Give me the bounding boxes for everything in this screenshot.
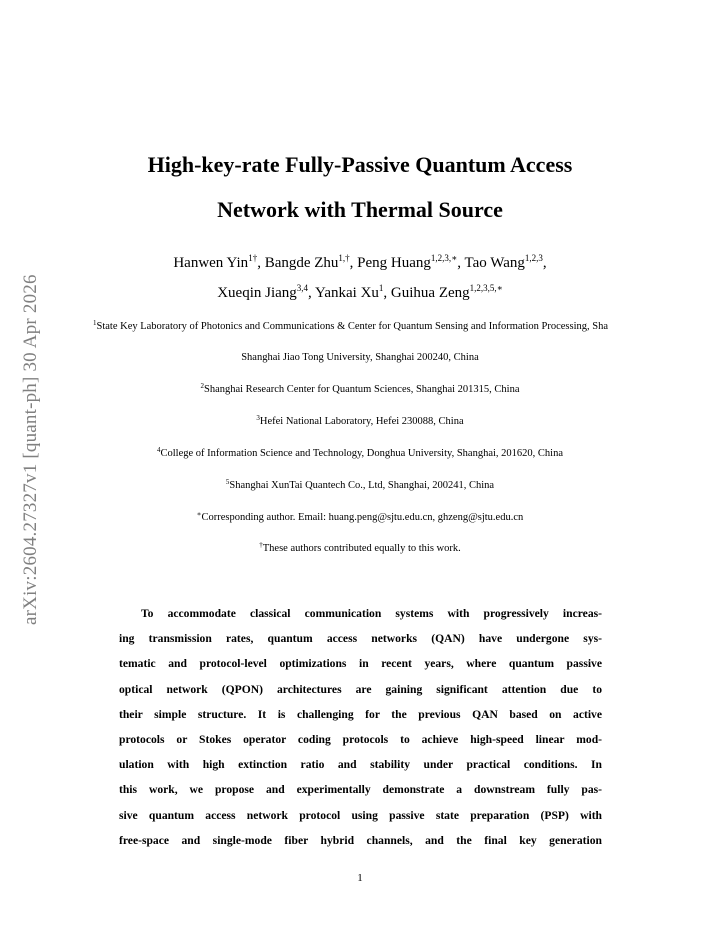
affiliation-3	[0, 416, 720, 428]
affiliation-5	[0, 480, 720, 492]
affiliation-marker: 5	[225, 478, 230, 486]
author-name: Yankai Xu	[315, 285, 379, 301]
corresponding-author	[0, 512, 720, 524]
affiliation-1	[93, 321, 608, 333]
author-name: Hanwen Yin	[173, 255, 249, 271]
author-name: Guihua Zeng	[390, 285, 470, 301]
author-name: Bangde Zhu	[264, 255, 339, 271]
affiliation-text: Shanghai Research Center for Quantum Sciences, Shanghai 201315, China	[203, 384, 520, 395]
page-number: 1	[357, 872, 363, 884]
equal-contribution-note	[0, 543, 720, 555]
author-name: Xueqin Jiang	[217, 285, 297, 301]
author-name: Tao Wang	[464, 255, 525, 271]
affiliation-4	[0, 448, 720, 460]
affiliation-marker: 3	[256, 414, 260, 422]
affiliation-text: State Key Laboratory of Photonics and Communications & Center for Quantum Sensing and Information Processing, Sha	[96, 321, 608, 332]
affiliation-text: Corresponding author. Email: huang.peng@sjtu.edu.cn, ghzeng@sjtu.edu.cn	[201, 512, 524, 523]
abstract-line: optical network (QPON) architectures are gaining significant attention due to	[119, 682, 602, 696]
author-affiliation-marker: 1,†	[338, 253, 350, 263]
author-affiliation-marker: 1,2,3,∗	[430, 253, 458, 263]
author-line-1: Hanwen Yin$^{1\dagger}$, Bangde Zhu$^{1,\dagger}$, Peng Huang$^{1,2,3,∗}$, Tao Wang$^{1,2,3}$,	[173, 253, 547, 271]
affiliation-2	[0, 384, 720, 396]
paper-title-line-1: High-key-rate Fully-Passive Quantum Access	[147, 152, 573, 177]
author-affiliation-marker: 1,2,3	[524, 253, 543, 263]
abstract-line: this work, we propose and experimentally demonstrate a downstream fully pas-	[119, 783, 602, 797]
abstract-line: protocols or Stokes operator coding protocols to achieve high-speed linear mod-	[119, 733, 602, 747]
paper-title-line-2: Network with Thermal Source	[217, 197, 503, 222]
affiliation-marker: ∗	[196, 510, 202, 518]
author-name: Peng Huang	[357, 255, 431, 271]
author-affiliation-marker: 1†	[248, 253, 258, 263]
affiliation-marker: 4	[157, 446, 161, 454]
abstract-line: their simple structure. It is challenging for the previous QAN based on active	[119, 707, 602, 721]
author-line-2: Xueqin Jiang$^{3,4}$, Yankai Xu$^1$, Guihua Zeng$^{1,2,3,5,∗}$	[217, 283, 503, 301]
author-affiliation-marker: 1,2,3,5,∗	[469, 283, 503, 293]
abstract-line: ulation with high extinction ratio and stability under practical conditions. In	[119, 758, 602, 772]
affiliation-1-cont	[0, 352, 720, 364]
author-affiliation-marker: 3,4	[296, 283, 309, 293]
abstract-line: free-space and single-mode fiber hybrid channels, and the final key generation	[119, 833, 602, 847]
author-affiliation-marker: 1	[378, 283, 384, 293]
affiliation-text: These authors contributed equally to this work.	[262, 543, 461, 554]
affiliation-marker: 1	[93, 319, 97, 327]
affiliation-text: Shanghai XunTai Quantech Co., Ltd, Shanghai, 200241, China	[229, 480, 495, 491]
arxiv-watermark: arXiv:2604.27327v1 [quant-ph] 30 Apr 2026	[20, 274, 41, 626]
affiliation-marker: †	[259, 541, 263, 549]
affiliation-text: Hefei National Laboratory, Hefei 230088, China	[259, 416, 464, 427]
abstract	[119, 601, 602, 853]
affiliation-text: College of Information Science and Technology, Donghua University, Shanghai, 201620, China	[160, 448, 563, 459]
abstract-line: tematic and protocol-level optimizations in recent years, where quantum passive	[119, 657, 602, 671]
affiliation-text: Shanghai Jiao Tong University, Shanghai 200240, China	[241, 352, 479, 363]
abstract-line: ing transmission rates, quantum access networks (QAN) have undergone sys-	[119, 632, 602, 646]
abstract-line: sive quantum access network protocol using passive state preparation (PSP) with	[119, 808, 602, 822]
affiliation-marker: 2	[200, 382, 204, 390]
abstract-line: To accommodate classical communication systems with progressively increas-	[141, 607, 602, 620]
